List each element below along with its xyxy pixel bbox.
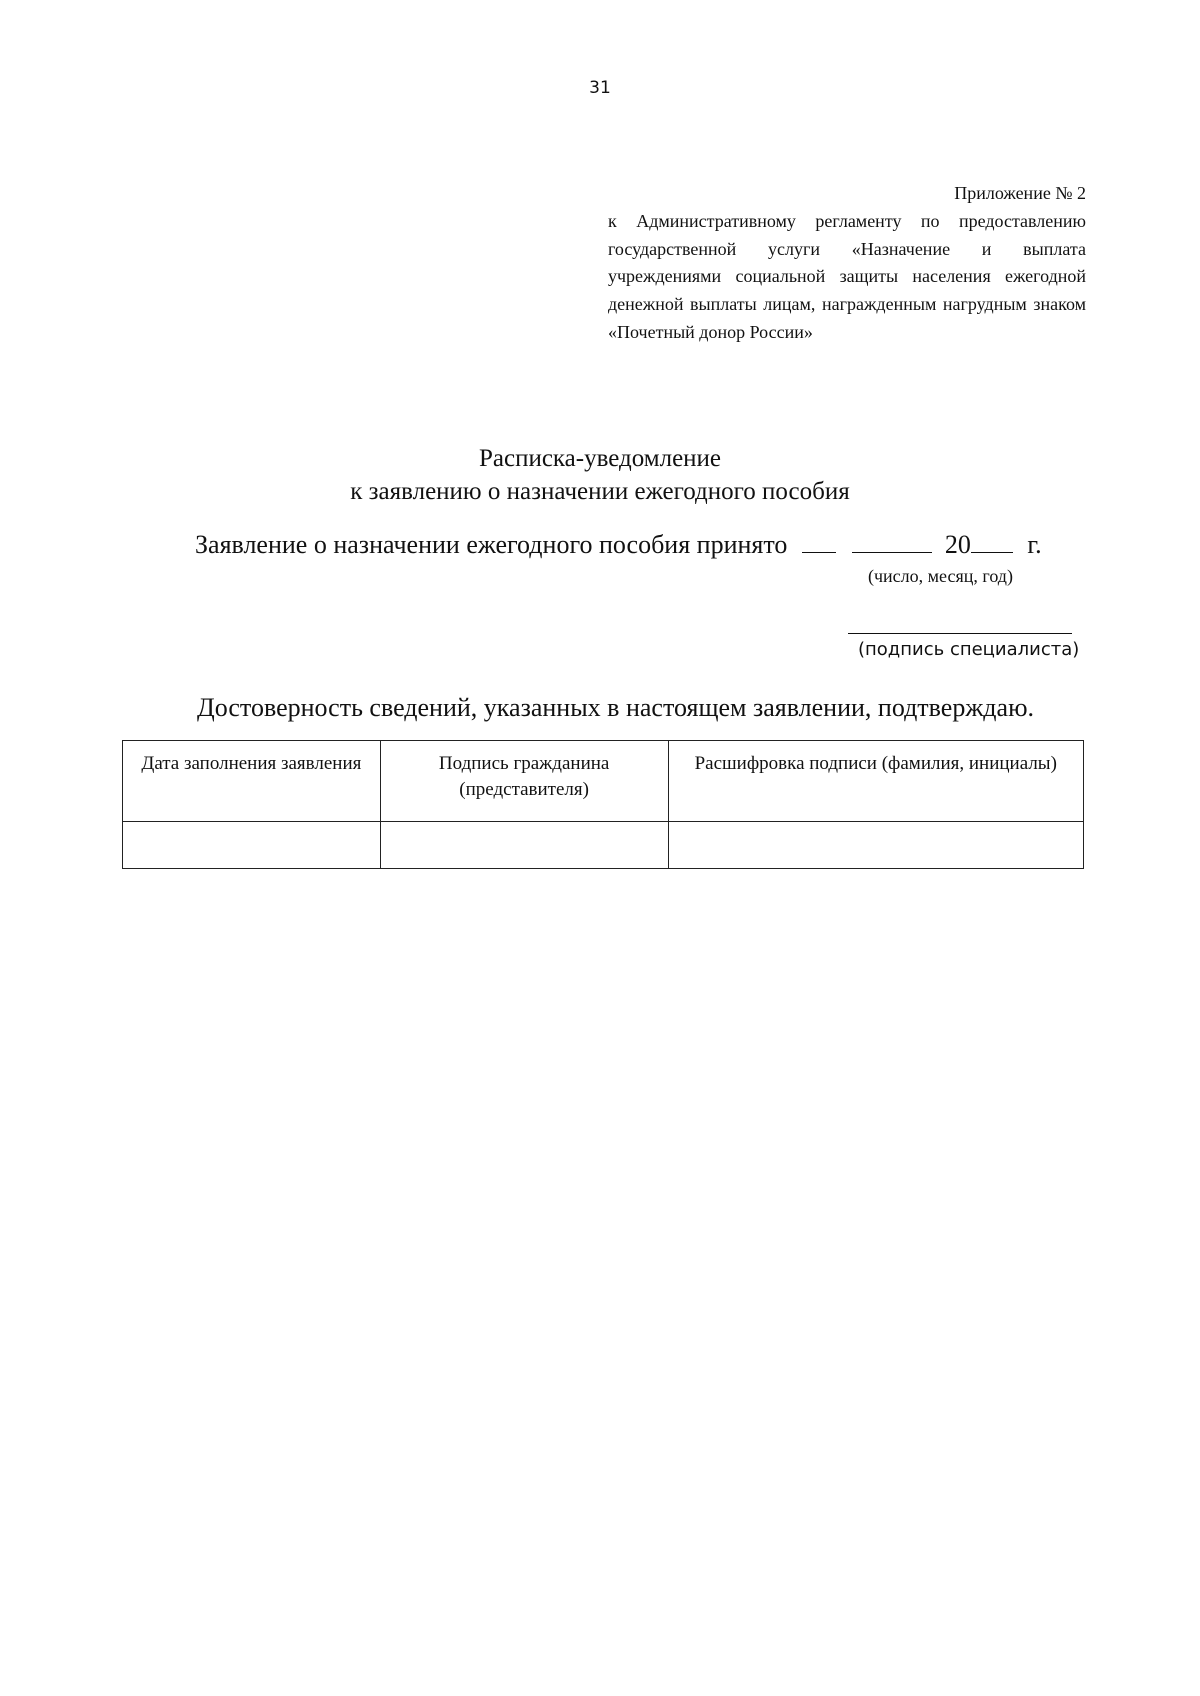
year-suffix: г. [1027,530,1042,559]
table-header-cell: Подпись гражданина (представителя) [380,741,668,822]
signature-decoding-cell[interactable] [668,822,1083,869]
date-cell[interactable] [123,822,381,869]
signature-table [122,740,1084,869]
month-blank[interactable] [852,528,932,553]
table-header-cell: Дата заполнения заявления [123,741,381,822]
page-number: 31 [589,78,611,98]
specialist-signature-line[interactable] [848,633,1072,634]
statement-text: Заявление о назначении ежегодного пособия принято [195,530,788,559]
year-prefix: 20 [944,530,971,559]
table-header-row [123,741,1084,822]
day-blank[interactable] [802,528,836,553]
date-caption: (число, месяц, год) [868,566,1013,586]
table-row [123,822,1084,869]
appendix-block [608,180,1086,347]
citizen-signature-cell[interactable] [380,822,668,869]
appendix-title: Приложение № 2 [954,183,1086,203]
appendix-text: к Административному регламенту по предоставлению государственной услуги «Назначение и выплата учреждениями социальной защиты населения ежегодной денежной выплаты лицам, награжденным нагрудным знаком «Почетный донор России» [608,210,1086,342]
table-header-cell: Расшифровка подписи (фамилия, инициалы) [668,741,1083,822]
year-blank[interactable] [971,528,1013,553]
statement-line [195,528,1042,560]
specialist-signature-caption: (подпись специалиста) [858,639,1080,660]
document-subtitle: к заявлению о назначении ежегодного пособия [350,478,850,505]
document-title: Расписка-уведомление [478,445,722,472]
confirmation-text: Достоверность сведений, указанных в настоящем заявлении, подтверждаю. [197,693,1034,722]
